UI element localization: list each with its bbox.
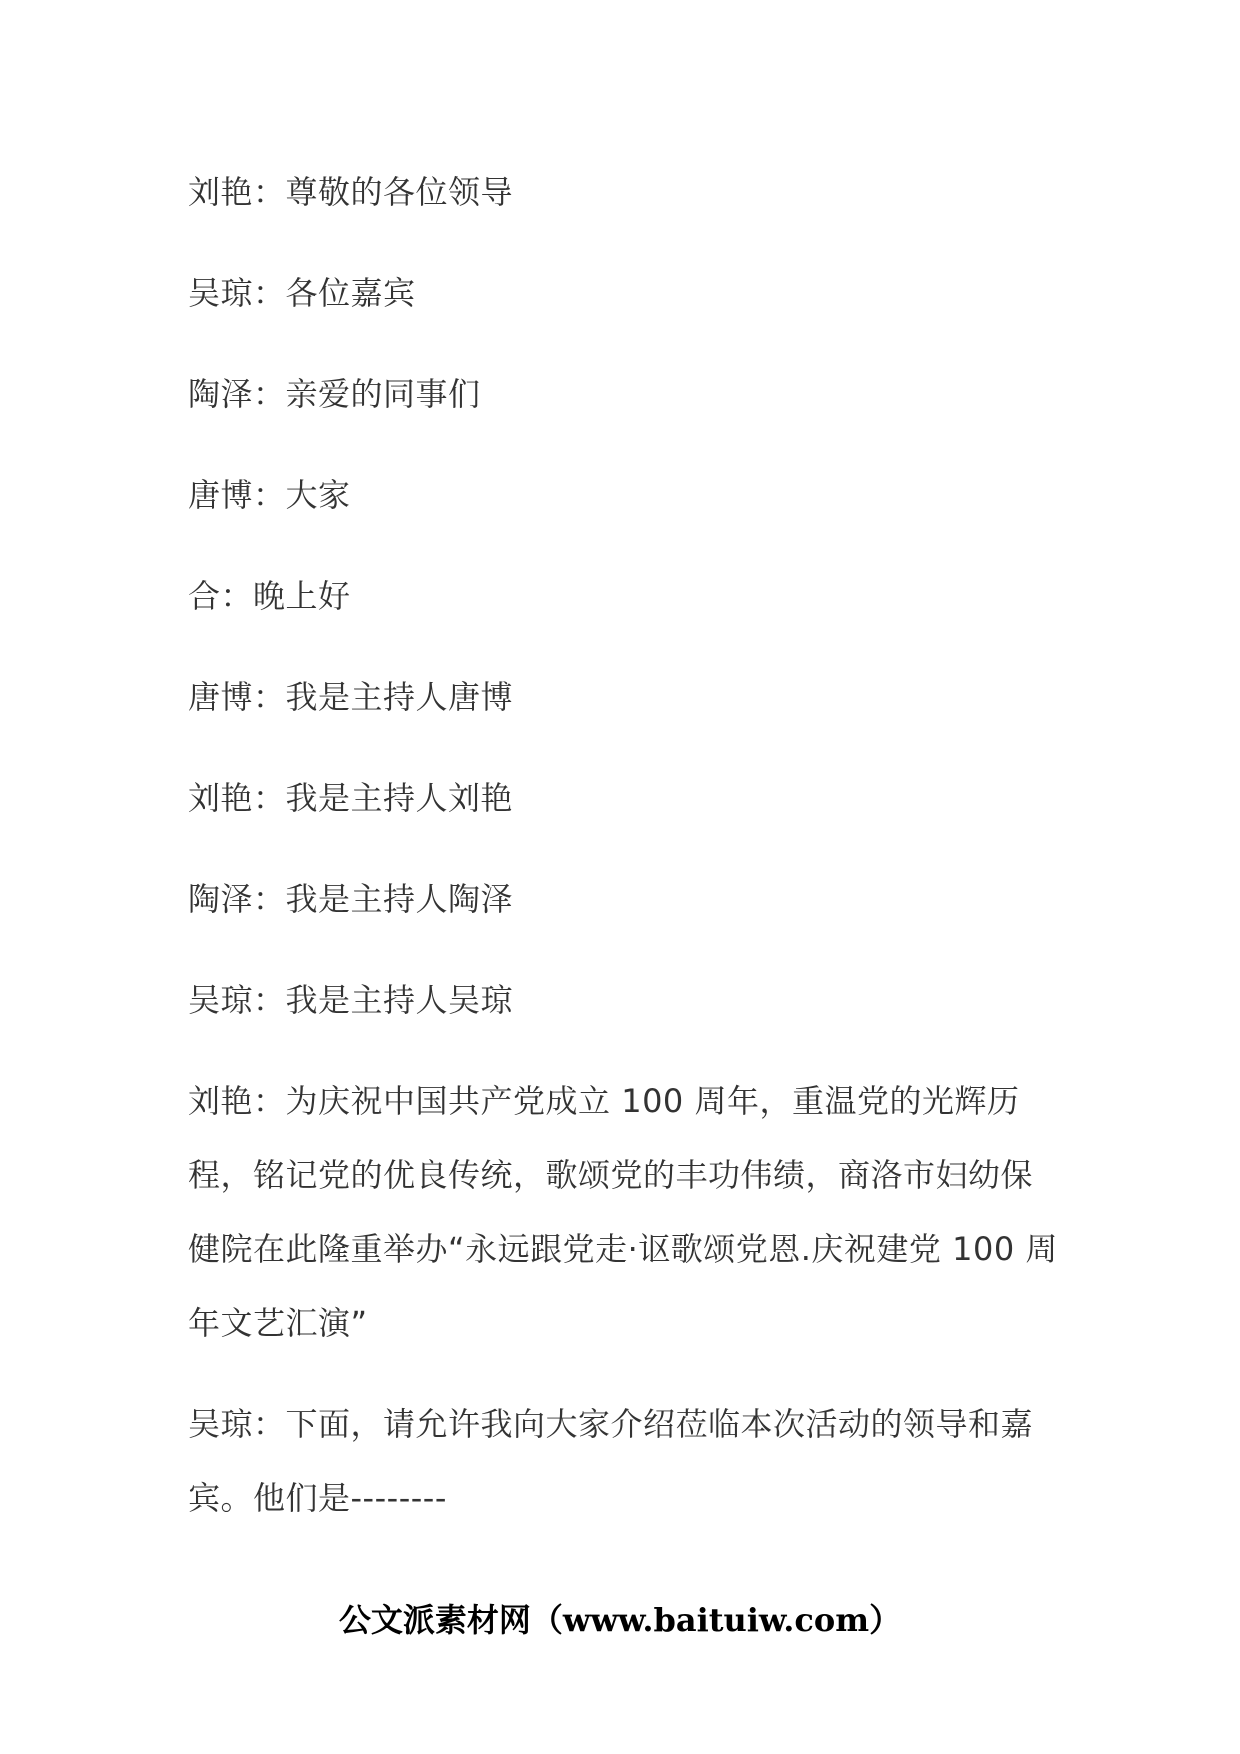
speaker-name: 刘艳 xyxy=(188,173,254,211)
script-line-11 xyxy=(188,1387,1058,1535)
speaker-separator: ： xyxy=(253,1082,286,1120)
script-line-8 xyxy=(188,862,1058,936)
speaker-separator: ： xyxy=(253,981,286,1019)
speaker-separator: ： xyxy=(253,375,286,413)
line-text: 我是主持人刘艳 xyxy=(285,779,514,817)
speaker-name: 合 xyxy=(188,577,221,615)
script-line-5 xyxy=(188,559,1058,633)
script-line-1 xyxy=(188,155,1058,229)
speaker-separator: ： xyxy=(253,1405,286,1443)
speaker-separator: ： xyxy=(253,274,286,312)
speaker-name: 陶泽 xyxy=(188,375,254,413)
speaker-name: 吴琼 xyxy=(188,274,254,312)
line-text: 晚上好 xyxy=(253,577,351,615)
speaker-name: 唐博 xyxy=(188,476,254,514)
line-text: 各位嘉宾 xyxy=(285,274,416,312)
line-text: 我是主持人吴琼 xyxy=(285,981,514,1019)
line-text: 尊敬的各位领导 xyxy=(285,173,514,211)
line-text: 下面，请允许我向大家介绍莅临本次活动的领导和嘉宾。他们是-------- xyxy=(188,1405,1034,1517)
script-line-9 xyxy=(188,963,1058,1037)
speaker-separator: ： xyxy=(253,173,286,211)
speaker-name: 刘艳 xyxy=(188,779,254,817)
speaker-separator: ： xyxy=(253,880,286,918)
speaker-separator: ： xyxy=(253,779,286,817)
script-line-7 xyxy=(188,761,1058,835)
script-line-10 xyxy=(188,1064,1058,1360)
line-text: 大家 xyxy=(285,476,351,514)
script-line-4 xyxy=(188,458,1058,532)
speaker-name: 唐博 xyxy=(188,678,254,716)
speaker-name: 陶泽 xyxy=(188,880,254,918)
speaker-name: 吴琼 xyxy=(188,1405,254,1443)
script-line-3 xyxy=(188,357,1058,431)
script-line-2 xyxy=(188,256,1058,330)
speaker-separator: ： xyxy=(220,577,254,615)
line-text: 亲爱的同事们 xyxy=(285,375,481,413)
script-body xyxy=(188,155,1058,1562)
line-text: 为庆祝中国共产党成立 100 周年，重温党的光辉历程，铭记党的优良传统，歌颂党的丰功伟绩，商洛市妇幼保健院在此隆重举办“永远跟党走·讴歌颂党恩.庆祝建党 100 周年文艺汇演” xyxy=(188,1082,1058,1342)
speaker-name: 刘艳 xyxy=(188,1082,254,1120)
footer-watermark: 公文派素材网（www.baituiw.com） xyxy=(338,1601,902,1639)
line-text: 我是主持人陶泽 xyxy=(285,880,514,918)
line-text: 我是主持人唐博 xyxy=(285,678,514,716)
script-line-6 xyxy=(188,660,1058,734)
speaker-name: 吴琼 xyxy=(188,981,254,1019)
speaker-separator: ： xyxy=(253,476,286,514)
speaker-separator: ： xyxy=(253,678,286,716)
